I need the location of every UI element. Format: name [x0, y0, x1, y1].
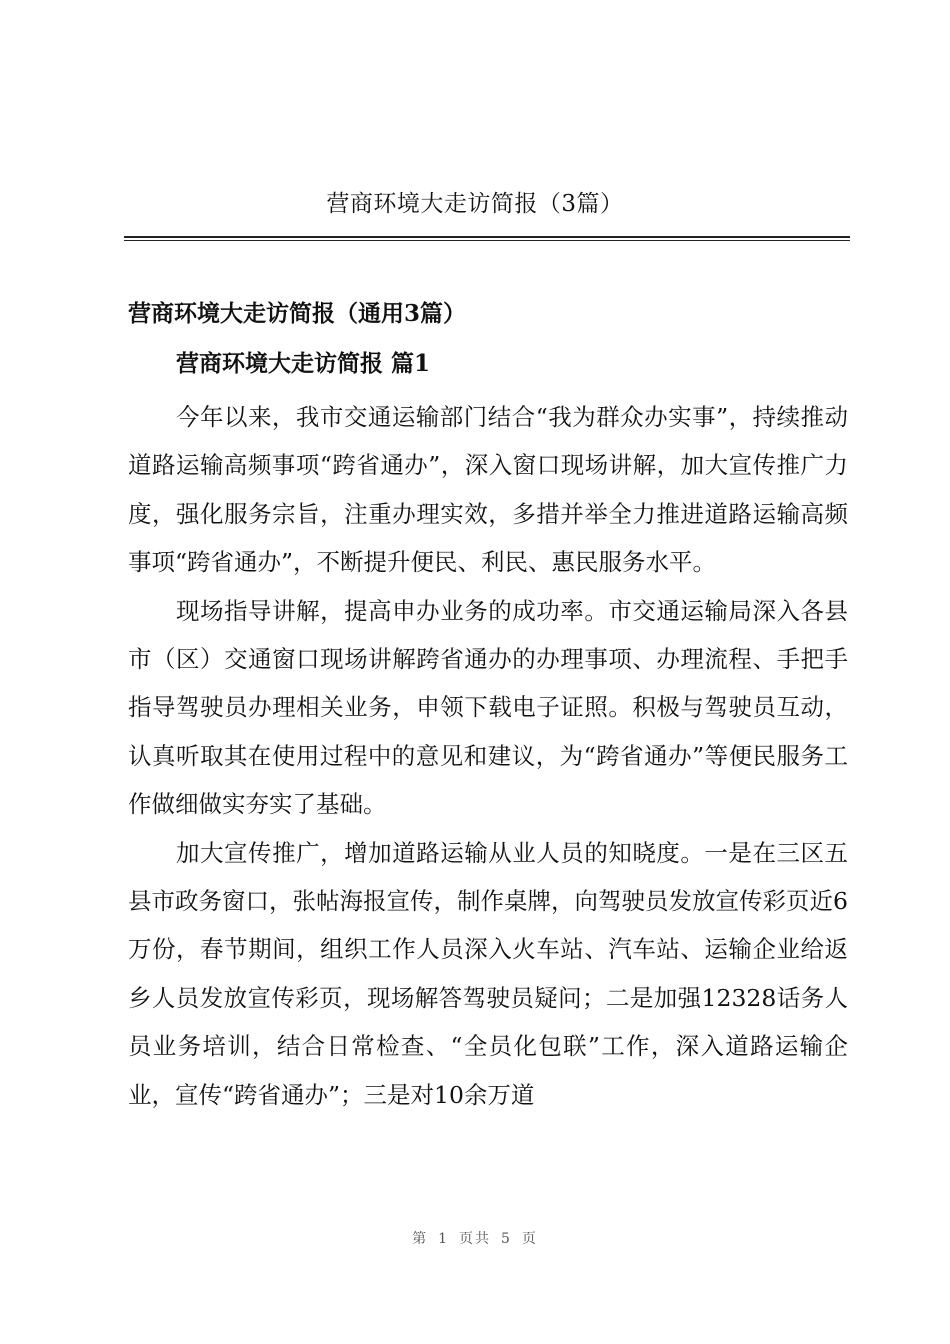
footer-middle: 页共: [459, 1231, 491, 1247]
footer-prefix: 第: [412, 1231, 429, 1247]
page-header-title: 营商环境大走访简报（3篇）: [326, 191, 624, 217]
page-footer: [0, 1228, 950, 1248]
paragraph: 今年以来，我市交通运输部门结合“我为群众办实事”，持续推动道路运输高频事项“跨省通办”，深入窗口现场讲解，加大宣传推广力度，强化服务宗旨，注重办理实效，多措并举全力推进道路运输高频事项“跨省通办”，不断提升便民、利民、惠民服务水平。: [128, 403, 848, 577]
footer-suffix: 页: [521, 1231, 538, 1247]
header-divider: [124, 236, 850, 241]
document-body: [128, 297, 848, 1119]
section-heading: 营商环境大走访简报 篇1: [176, 350, 431, 377]
paragraph: 加大宣传推广，增加道路运输从业人员的知晓度。一是在三区五县市政务窗口，张帖海报宣传，制作桌牌，向驾驶员发放宣传彩页近6万份，春节期间，组织工作人员深入火车站、汽车站、运输企业给返乡人员发放宣传彩页，现场解答驾驶员疑问；二是加强12328话务人员业务培训，结合日常检查、“全员化包联”工作，深入道路运输企业，宣传“跨省通办”；三是对10余万道: [128, 838, 848, 1109]
footer-total-pages: 5: [501, 1231, 512, 1247]
document-title: 营商环境大走访简报（通用3篇）: [128, 300, 467, 327]
footer-page-number: 1: [438, 1231, 449, 1247]
paragraph: 现场指导讲解，提高申办业务的成功率。市交通运输局深入各县市（区）交通窗口现场讲解跨省通办的办理事项、办理流程、手把手指导驾驶员办理相关业务，申领下载电子证照。积极与驾驶员互动，认真听取其在使用过程中的意见和建议，为“跨省通办”等便民服务工作做细做实夯实了基础。: [128, 596, 848, 819]
